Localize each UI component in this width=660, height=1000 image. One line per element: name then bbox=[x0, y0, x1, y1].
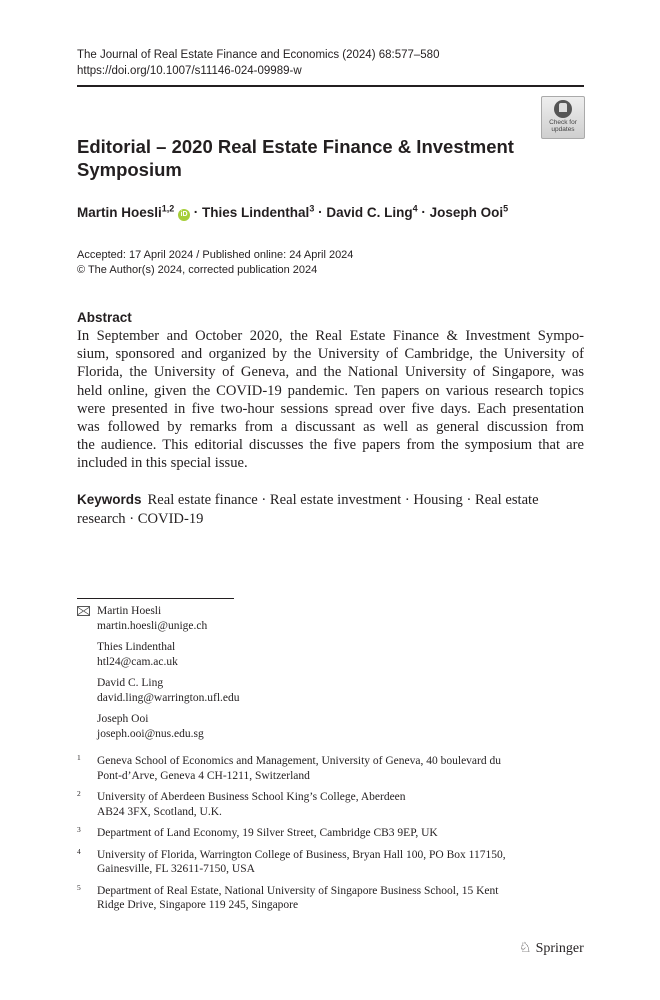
publisher-name: Springer bbox=[535, 941, 584, 956]
affiliation: 2 University of Aberdeen Business School King’s College, Aberdeen AB24 3FX, Scotland, U.K. bbox=[77, 789, 406, 818]
contact bbox=[97, 604, 240, 633]
badge-text: Check for bbox=[549, 119, 577, 126]
author-list bbox=[77, 203, 508, 221]
copyright: © The Author(s) 2024, corrected publication 2024 bbox=[77, 264, 318, 276]
keywords-text: research · COVID-19 bbox=[77, 511, 204, 527]
contact-list bbox=[77, 604, 240, 748]
springer-horse-icon: ♘ bbox=[519, 941, 532, 956]
abstract-heading: Abstract bbox=[77, 310, 132, 325]
contact bbox=[97, 676, 240, 705]
contact-email[interactable]: david.ling@warrington.ufl.edu bbox=[97, 691, 240, 704]
contact-email[interactable]: htl24@cam.ac.uk bbox=[97, 655, 178, 668]
contact-email[interactable]: martin.hoesli@unige.ch bbox=[97, 619, 208, 632]
separator: · bbox=[314, 204, 327, 220]
abstract-line: In September and October 2020, the Real Estate Finance & Investment Sympo- bbox=[77, 328, 584, 344]
contact bbox=[97, 640, 240, 669]
bookmark-icon bbox=[554, 100, 572, 118]
abstract-line: sium, sponsored and organized by the University of Cambridge, the University of bbox=[77, 346, 584, 363]
affiliation: 1 Geneva School of Economics and Management, University of Geneva, 40 boulevard du Pont-d’Arve, Geneva 4 CH-1211, Switzerland bbox=[77, 753, 501, 782]
abstract-line: were presented in five two-hour sessions spread over five days. Each presentation bbox=[77, 400, 584, 417]
abstract-line: the audience. This editorial discusses the five papers from the symposium that are bbox=[77, 437, 584, 454]
abstract-line: held online, given the COVID-19 pandemic. Ten papers on various research topics bbox=[77, 382, 584, 399]
footnote-rule bbox=[77, 598, 234, 599]
author: Thies Lindenthal$^3$ bbox=[202, 203, 315, 220]
keywords-heading: Keywords bbox=[77, 492, 142, 507]
contact-name: Joseph Ooi bbox=[97, 713, 149, 725]
doi-link[interactable]: https://doi.org/10.1007/s11146-024-09989-w bbox=[77, 65, 302, 77]
running-header bbox=[77, 47, 439, 79]
abstract-body bbox=[77, 327, 584, 473]
affiliation: 3 Department of Land Economy, 19 Silver Street, Cambridge CB3 9EP, UK bbox=[77, 825, 438, 839]
author: David C. Ling$^4$ bbox=[326, 203, 418, 220]
accepted-date: Accepted: 17 April 2024 / Published online: 24 April 2024 bbox=[77, 249, 354, 261]
keywords bbox=[77, 490, 584, 529]
author: Martin Hoesli$^{1,2}$ bbox=[77, 203, 175, 220]
affiliation: 5 Department of Real Estate, National University of Singapore Business School, 15 Kent Ridge Drive, Singapore 119 245, Singapore bbox=[77, 882, 499, 911]
abstract-line: Florida, the University of Geneva, and the National University of Singapore, was bbox=[77, 364, 584, 381]
contact-email[interactable]: joseph.ooi@nus.edu.sg bbox=[97, 727, 204, 740]
separator: · bbox=[417, 204, 430, 220]
keywords-text: Real estate finance · Real estate investment · Housing · Real estate bbox=[147, 492, 539, 508]
contact-name: Martin Hoesli bbox=[97, 605, 162, 617]
check-for-updates-badge[interactable] bbox=[541, 96, 585, 139]
badge-text: updates bbox=[551, 126, 575, 133]
header-rule bbox=[77, 85, 584, 87]
envelope-icon bbox=[77, 606, 90, 616]
contact-name: Thies Lindenthal bbox=[97, 641, 176, 653]
publisher-logo bbox=[519, 940, 584, 957]
affiliation-list bbox=[77, 754, 584, 920]
article-title: Editorial – 2020 Real Estate Finance & Investment Symposium bbox=[77, 136, 514, 180]
separator: · bbox=[190, 204, 203, 220]
contact-name: David C. Ling bbox=[97, 677, 164, 689]
abstract-line: included in this special issue. bbox=[77, 455, 248, 472]
author: Joseph Ooi$^5$ bbox=[429, 203, 509, 220]
contact bbox=[97, 712, 240, 741]
journal-citation: The Journal of Real Estate Finance and Economics (2024) 68:577–580 bbox=[77, 49, 440, 61]
orcid-icon[interactable]: iD bbox=[178, 209, 190, 221]
abstract-line: was followed by remarks from a discussant as well as general discussion from bbox=[77, 419, 584, 436]
publication-dates bbox=[77, 248, 353, 278]
affiliation: 4 University of Florida, Warrington College of Business, Bryan Hall 100, PO Box 117150, Gainesville, FL 32611-7150, USA bbox=[77, 846, 506, 875]
